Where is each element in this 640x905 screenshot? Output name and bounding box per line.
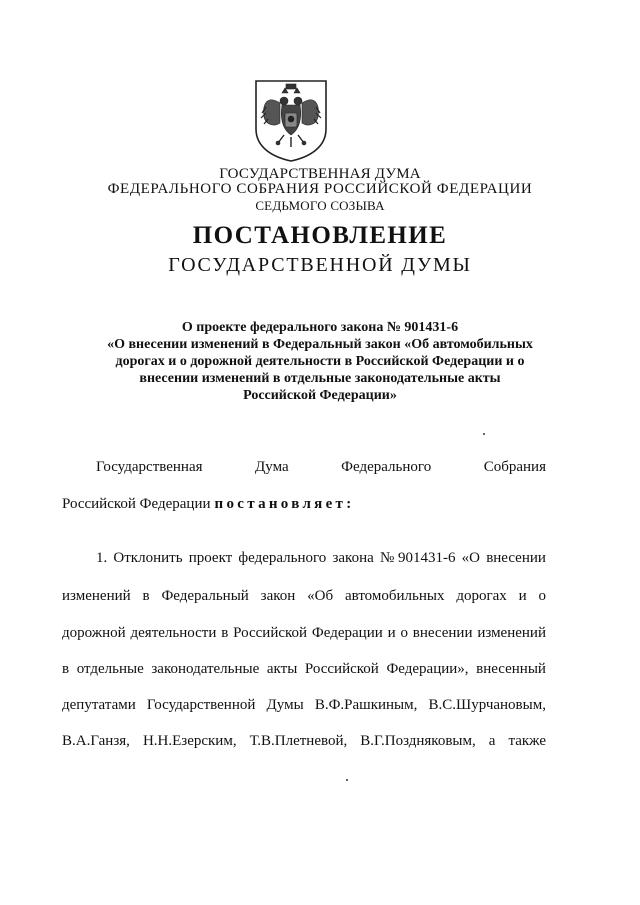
preamble-line-2	[62, 496, 546, 513]
justified-word: а	[488, 733, 496, 749]
justified-word: в	[62, 661, 70, 677]
justified-word: проект	[188, 550, 233, 566]
justified-word: депутатами	[62, 697, 136, 713]
preamble-word: Собрания	[483, 459, 546, 475]
item1-line-5	[62, 697, 546, 714]
preamble-text: Российской Федерации	[62, 496, 211, 512]
justified-word: Думы	[266, 697, 304, 713]
justified-word: закона	[332, 550, 374, 566]
subject-line-2: «О внесении изменений в Федеральный закон «Об автомобильных	[107, 337, 533, 352]
subject-line-5: Российской Федерации»	[243, 388, 397, 403]
justified-word: В.Ф.Рашкиным,	[314, 697, 418, 713]
justified-word: Государственной	[146, 697, 256, 713]
justified-word: законодательные	[151, 661, 260, 677]
justified-word: отдельные	[76, 661, 144, 677]
justified-word: внесении	[412, 625, 473, 641]
justified-word: № 901431-6	[379, 550, 456, 566]
preamble-word: Дума	[255, 459, 289, 475]
scan-speck	[483, 433, 485, 435]
justified-word: и	[518, 588, 527, 604]
justified-word: изменений	[477, 625, 546, 641]
header-line-3: СЕДЬМОГО СОЗЫВА	[255, 198, 385, 213]
justified-word: В.Г.Поздняковым,	[360, 733, 476, 749]
justified-word: о	[538, 588, 546, 604]
subject-line-3: дорогах и о дорожной деятельности в Российской Федерации и о	[115, 354, 525, 369]
item1-line-3	[62, 625, 546, 642]
justified-word: внесенный	[476, 661, 546, 677]
justified-word: внесении	[486, 550, 546, 566]
coat-of-arms-emblem-icon	[248, 77, 334, 163]
justified-word: В.С.Шурчановым,	[428, 697, 546, 713]
justified-word: Российской	[304, 661, 379, 677]
justified-word: дорогах	[456, 588, 507, 604]
decree-word: постановляет:	[214, 496, 355, 512]
subject-line-4: внесении изменений в отдельные законодательные акты	[139, 371, 501, 386]
justified-word: 1.	[96, 550, 108, 566]
header-line-1: ГОСУДАРСТВЕННАЯ ДУМА	[219, 166, 421, 182]
document-type-title: ПОСТАНОВЛЕНИЕ	[192, 222, 448, 249]
justified-word: акты	[266, 661, 298, 677]
subject-line-1: О проекте федерального закона № 901431-6	[181, 320, 459, 335]
justified-word: закон	[260, 588, 296, 604]
preamble-word: Государственная	[96, 459, 203, 475]
justified-word: Федерации	[311, 625, 383, 641]
justified-word: Отклонить	[113, 550, 183, 566]
scan-speck	[346, 779, 348, 781]
justified-word: Т.В.Плетневой,	[249, 733, 348, 749]
item1-line-2	[62, 588, 546, 605]
justified-word: и	[387, 625, 396, 641]
justified-word: в	[142, 588, 150, 604]
preamble-line-1	[96, 459, 546, 476]
header-line-2: ФЕДЕРАЛЬНОГО СОБРАНИЯ РОССИЙСКОЙ ФЕДЕРАЦИИ	[107, 181, 533, 197]
justified-word: федерального	[238, 550, 327, 566]
justified-word: автомобильных	[344, 588, 445, 604]
justified-word: «Об	[307, 588, 334, 604]
item1-line-6	[62, 733, 546, 750]
justified-word: в	[221, 625, 229, 641]
justified-word: изменений	[62, 588, 131, 604]
justified-word: деятельности	[130, 625, 217, 641]
justified-word: также	[508, 733, 546, 749]
justified-word: Федерации»,	[386, 661, 469, 677]
justified-word: Федеральный	[161, 588, 249, 604]
document-issuer: ГОСУДАРСТВЕННОЙ ДУМЫ	[168, 254, 472, 276]
justified-word: дорожной	[62, 625, 126, 641]
justified-word: В.А.Ганзя,	[62, 733, 130, 749]
justified-word: о	[400, 625, 408, 641]
justified-word: Российской	[233, 625, 308, 641]
item1-line-1	[96, 550, 546, 567]
justified-word: «О	[461, 550, 481, 566]
justified-word: Н.Н.Езерским,	[142, 733, 237, 749]
item1-line-4	[62, 661, 546, 678]
preamble-word: Федерального	[341, 459, 432, 475]
